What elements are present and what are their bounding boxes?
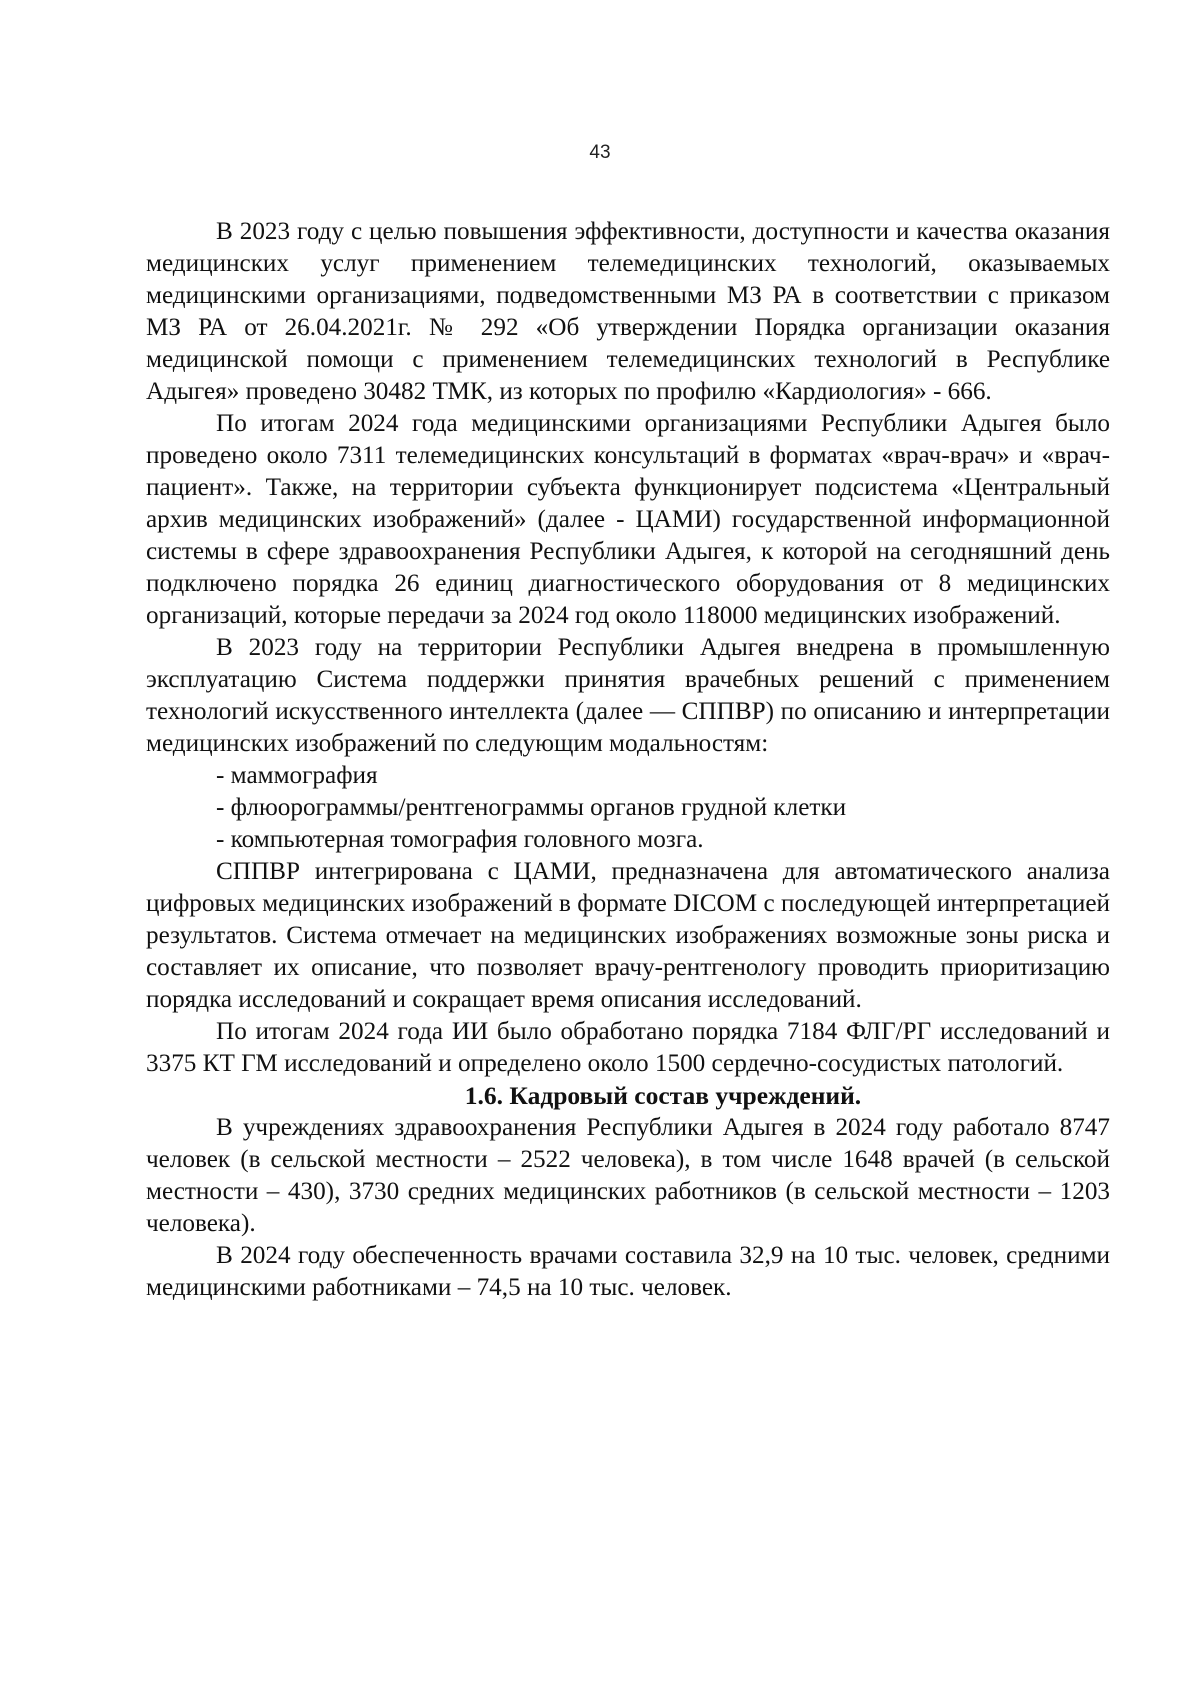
paragraph-telemedicine-2024: По итогам 2024 года медицинскими организациями Республики Адыгея было проведено около 7311 телемедицинских консультаций в форматах «врач-врач» и «врач-пациент». Также, на территории субъекта функционирует подсистема «Центральный архив медицинских изображений» (далее - ЦАМИ) государственной информационной системы в сфере здравоохранения Республики Адыгея, к которой на сегодняшний день подключено порядка 26 единиц диагностического оборудования от 8 медицинских организаций, которые передачи за 2024 год около 118000 медицинских изображений. xyxy=(146,410,1110,629)
modality-list xyxy=(146,760,1110,856)
list-item: - флюорограммы/рентгенограммы органов грудной клетки xyxy=(216,794,847,821)
paragraph-ai-description: СППВР интегрирована с ЦАМИ, предназначена для автоматического анализа цифровых медицинских изображений в формате DICOM с последующей интерпретацией результатов. Система отмечает на медицинских изображениях возможные зоны риска и составляет их описание, что позволяет врачу-рентгенологу проводить приоритизацию порядка исследований и сокращает время описания исследований. xyxy=(146,858,1110,1013)
paragraph-ai-results: По итогам 2024 года ИИ было обработано порядка 7184 ФЛГ/РГ исследований и 3375 КТ ГМ исследований и определено около 1500 сердечно-сосудистых патологий. xyxy=(146,1018,1110,1077)
paragraph-staff-count: В учреждениях здравоохранения Республики Адыгея в 2024 году работало 8747 человек (в сельской местности – 2522 человека), в том числе 1648 врачей (в сельской местности – 430), 3730 средних медицинских работников (в сельской местности – 1203 человека). xyxy=(146,1114,1110,1237)
page-number: 43 xyxy=(589,142,611,163)
list-item: - компьютерная томография головного мозга. xyxy=(216,826,704,853)
paragraph-staff-ratio: В 2024 году обеспеченность врачами составила 32,9 на 10 тыс. человек, средними медицинскими работниками – 74,5 на 10 тыс. человек. xyxy=(146,1242,1110,1301)
document-body xyxy=(146,216,1110,1304)
list-item: - маммография xyxy=(216,762,378,789)
section-heading: 1.6. Кадровый состав учреждений. xyxy=(464,1081,862,1110)
paragraph-ai-system: В 2023 году на территории Республики Адыгея внедрена в промышленную эксплуатацию Система поддержки принятия врачебных решений с применением технологий искусственного интеллекта (далее — СППВР) по описанию и интерпретации медицинских изображений по следующим модальностям: xyxy=(146,634,1110,757)
paragraph-telemedicine-2023: В 2023 году с целью повышения эффективности, доступности и качества оказания медицинских услуг применением телемедицинских технологий, оказываемых медицинскими организациями, подведомственными МЗ РА в соответствии с приказом МЗ РА от 26.04.2021г. № 292 «Об утверждении Порядка организации оказания медицинской помощи с применением телемедицинских технологий в Республике Адыгея» проведено 30482 ТМК, из которых по профилю «Кардиология» - 666. xyxy=(146,218,1110,405)
